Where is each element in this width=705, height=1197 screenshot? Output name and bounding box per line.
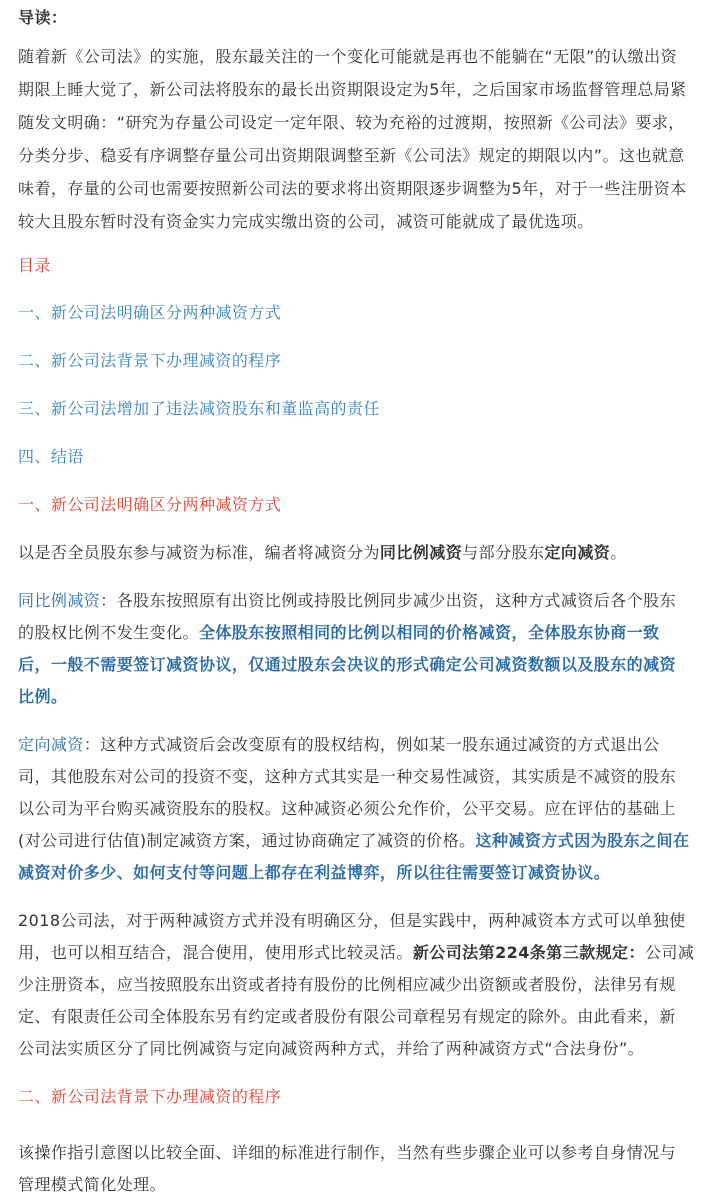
paragraph-line xyxy=(18,941,698,965)
bold-term: 定向减资 xyxy=(544,543,611,562)
plain-text: 公司减 xyxy=(644,943,695,962)
proportional-reduction-paragraph xyxy=(18,589,698,709)
term-label: 同比例减资 xyxy=(18,591,101,610)
paragraph-line xyxy=(18,733,698,757)
legal-basis-paragraph xyxy=(18,909,698,1061)
paragraph-line: 少注册资本，应当按照股东出资或者持有股份的比例相应减少出资额或者股份，法律另有规 xyxy=(18,975,677,994)
toc-item-1[interactable]: 一、新公司法明确区分两种减资方式 xyxy=(18,303,282,322)
paragraph-line: 随发文明确：“研究为存量公司设定一定年限、较为充裕的过渡期，按照新《公司法》要求， xyxy=(18,113,685,132)
toc-title: 目录 xyxy=(18,256,51,275)
article-body xyxy=(18,0,698,1197)
intro-paragraph xyxy=(18,45,698,234)
paragraph-line: 管理模式简化处理。 xyxy=(18,1175,167,1194)
plain-text: 与部分股东 xyxy=(462,543,545,562)
plain-text: ： xyxy=(100,591,117,610)
paragraph-line xyxy=(18,861,698,885)
paragraph-line xyxy=(18,589,698,613)
bold-term: 同比例减资 xyxy=(379,543,463,562)
paragraph-line xyxy=(18,653,698,677)
plain-text: 。 xyxy=(610,543,627,562)
plain-text: 这种方式减资后会改变原有的股权结构，例如某一股东通过减资的方式退出公 xyxy=(100,735,660,754)
section-heading-2: 二、新公司法背景下办理减资的程序 xyxy=(18,1087,282,1106)
procedure-intro-paragraph xyxy=(18,1141,698,1197)
toc-item-2[interactable]: 二、新公司法背景下办理减资的程序 xyxy=(18,351,282,370)
plain-text: 的股权比例不发生变化。 xyxy=(18,623,199,642)
plain-text: 以是否全员股东参与减资为标准，编者将减资分为 xyxy=(18,543,380,562)
paragraph-line: 味着，存量的公司也需要按照新公司法的要求将出资期限逐步调整为5年，对于一些注册资本 xyxy=(18,179,687,198)
paragraph-line: 随着新《公司法》的实施，股东最关注的一个变化可能就是再也不能躺在“无限”的认缴出资 xyxy=(18,47,678,66)
plain-text: 用，也可以相互结合，混合使用，使用形式比较灵活。 xyxy=(18,943,413,962)
paragraph-line xyxy=(18,829,698,853)
paragraph-line: 2018公司法，对于两种减资方式并没有明确区分，但是实践中，两种减资本方式可以单独使 xyxy=(18,911,686,930)
paragraph-line xyxy=(18,621,698,645)
paragraph-line: 定、有限责任公司全体股东另有约定或者股份有限公司章程另有规定的除外。由此看来，新 xyxy=(18,1007,677,1026)
paragraph-line: 期限上睡大觉了，新公司法将股东的最长出资期限设定为5年，之后国家市场监督管理总局紧 xyxy=(18,80,687,99)
highlight-text: 后，一般不需要签订减资协议，仅通过股东会决议的形式确定公司减资数额以及股东的减资 xyxy=(18,655,677,674)
highlight-text: 减资对价多少、如何支付等问题上都存在利益博弈，所以往往需要签订减资协议。 xyxy=(18,863,611,882)
toc-item-3[interactable]: 三、新公司法增加了违法减资股东和董监高的责任 xyxy=(18,399,380,418)
paragraph-line xyxy=(18,541,698,565)
term-label: 定向减资 xyxy=(18,735,84,754)
plain-text: ： xyxy=(83,735,101,754)
bold-citation: 新公司法第224条第三款规定： xyxy=(412,943,645,962)
paragraph-line: 较大且股东暂时没有资金实力完成实缴出资的公司，减资可能就成了最优选项。 xyxy=(18,212,594,231)
plain-text: 各股东按照原有出资比例或持股比例同步减少出资，这种方式减资后各个股东 xyxy=(116,591,677,610)
paragraph-line: 分类分步、稳妥有序调整存量公司出资期限调整至新《公司法》规定的期限以内”。这也就意 xyxy=(18,146,685,165)
table-of-contents xyxy=(18,301,698,469)
paragraph-line: 以公司为平台购买减资股东的股权。这种减资必须公允作价，公平交易。应在评估的基础上 xyxy=(18,799,677,818)
highlight-text: 这种减资方式因为股东之间在 xyxy=(475,831,690,850)
paragraph-line: 该操作指引意图以比较全面、详细的标准进行制作，当然有些步骤企业可以参考自身情况与 xyxy=(18,1143,677,1162)
directional-reduction-paragraph xyxy=(18,733,698,885)
highlight-text: 全体股东按照相同的比例以相同的价格减资，全体股东协商一致 xyxy=(198,623,660,642)
intro-label: 导读： xyxy=(18,8,68,27)
plain-text: (对公司进行估值)制定减资方案，通过协商确定了减资的价格。 xyxy=(18,831,476,850)
highlight-text: 比例。 xyxy=(18,687,68,706)
paragraph-line: 司，其他股东对公司的投资不变，这种方式其实是一种交易性减资，其实质是不减资的股东 xyxy=(18,767,677,786)
paragraph-line: 公司法实质区分了同比例减资与定向减资两种方式，并给了两种减资方式“合法身份”。 xyxy=(18,1039,645,1058)
section-heading-1: 一、新公司法明确区分两种减资方式 xyxy=(18,495,282,514)
classification-paragraph xyxy=(18,541,698,565)
paragraph-line xyxy=(18,685,698,709)
toc-item-4[interactable]: 四、结语 xyxy=(18,447,84,466)
